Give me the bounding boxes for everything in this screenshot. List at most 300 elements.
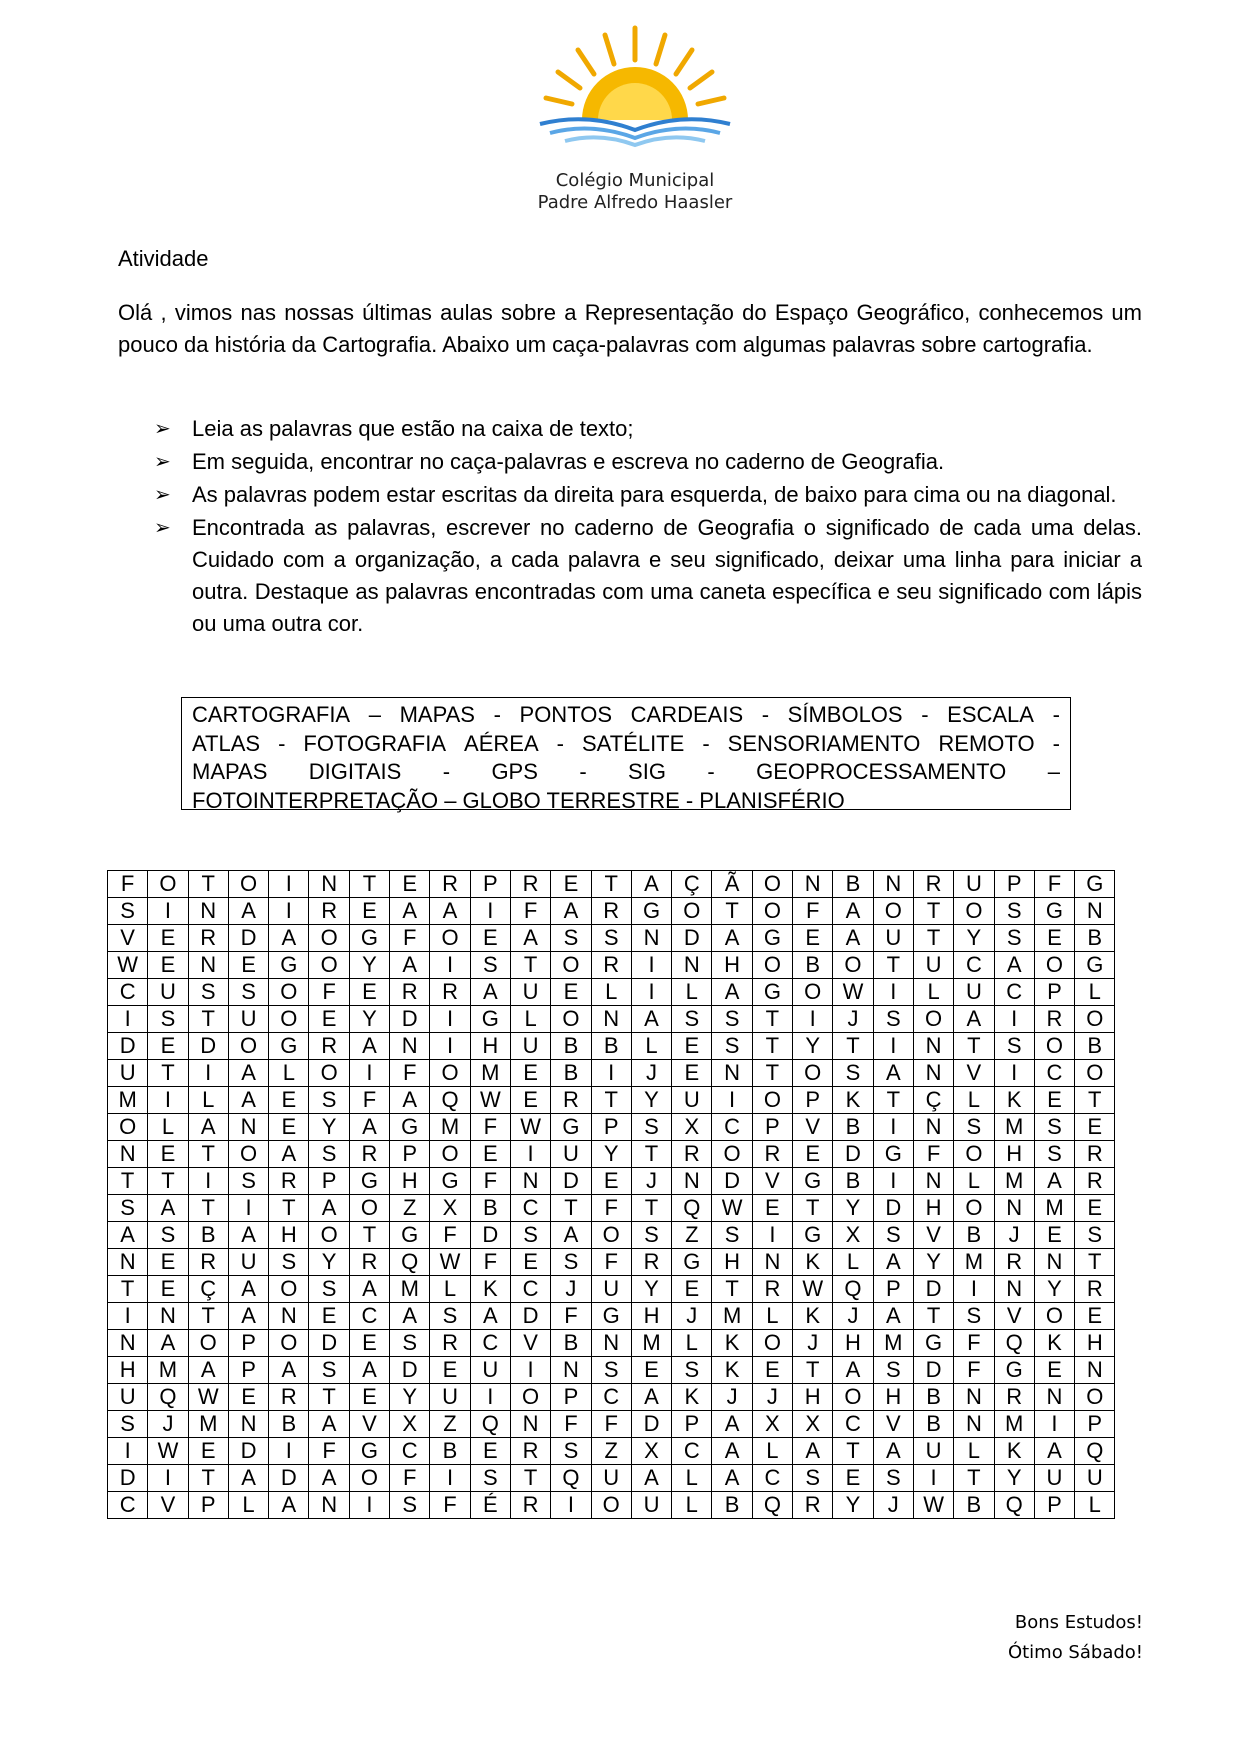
grid-cell[interactable]: E — [148, 1141, 188, 1168]
grid-cell[interactable]: A — [390, 1087, 430, 1114]
grid-cell[interactable]: B — [833, 1114, 873, 1141]
grid-cell[interactable]: S — [1034, 1114, 1074, 1141]
grid-cell[interactable]: H — [470, 1033, 510, 1060]
grid-cell[interactable]: Ç — [913, 1087, 953, 1114]
grid-cell[interactable]: H — [108, 1357, 148, 1384]
grid-cell[interactable]: N — [551, 1357, 591, 1384]
grid-cell[interactable]: E — [672, 1276, 712, 1303]
grid-cell[interactable]: N — [954, 1384, 994, 1411]
grid-cell[interactable]: R — [269, 1168, 309, 1195]
grid-cell[interactable]: D — [228, 925, 268, 952]
grid-cell[interactable]: Ç — [188, 1276, 228, 1303]
grid-cell[interactable]: V — [510, 1330, 550, 1357]
grid-cell[interactable]: S — [994, 925, 1034, 952]
grid-cell[interactable]: T — [752, 1006, 792, 1033]
grid-cell[interactable]: O — [269, 979, 309, 1006]
grid-cell[interactable]: O — [752, 1330, 792, 1357]
grid-cell[interactable]: E — [1075, 1303, 1115, 1330]
grid-cell[interactable]: M — [1034, 1195, 1074, 1222]
grid-cell[interactable]: G — [1075, 952, 1115, 979]
grid-cell[interactable]: I — [913, 1465, 953, 1492]
grid-cell[interactable]: O — [1075, 1060, 1115, 1087]
grid-cell[interactable]: R — [793, 1492, 833, 1519]
grid-cell[interactable]: U — [108, 1384, 148, 1411]
grid-cell[interactable]: A — [551, 898, 591, 925]
grid-cell[interactable]: R — [309, 898, 349, 925]
grid-cell[interactable]: G — [470, 1006, 510, 1033]
grid-cell[interactable]: H — [712, 1249, 752, 1276]
grid-cell[interactable]: F — [591, 1411, 631, 1438]
grid-cell[interactable]: Q — [994, 1330, 1034, 1357]
grid-cell[interactable]: T — [510, 1465, 550, 1492]
grid-cell[interactable]: P — [1034, 1492, 1074, 1519]
grid-cell[interactable]: F — [430, 1492, 470, 1519]
grid-cell[interactable]: B — [833, 1168, 873, 1195]
grid-cell[interactable]: N — [954, 1411, 994, 1438]
grid-cell[interactable]: M — [994, 1168, 1034, 1195]
grid-cell[interactable]: O — [833, 952, 873, 979]
grid-cell[interactable]: C — [994, 979, 1034, 1006]
grid-cell[interactable]: L — [752, 1303, 792, 1330]
grid-cell[interactable]: C — [712, 1114, 752, 1141]
grid-cell[interactable]: D — [913, 1357, 953, 1384]
grid-cell[interactable]: S — [954, 1303, 994, 1330]
grid-cell[interactable]: E — [591, 1168, 631, 1195]
grid-cell[interactable]: R — [430, 1330, 470, 1357]
grid-cell[interactable]: B — [269, 1411, 309, 1438]
grid-cell[interactable]: O — [269, 1276, 309, 1303]
grid-cell[interactable]: S — [309, 1087, 349, 1114]
grid-cell[interactable]: S — [873, 1006, 913, 1033]
grid-cell[interactable]: U — [1034, 1465, 1074, 1492]
grid-cell[interactable]: H — [269, 1222, 309, 1249]
grid-cell[interactable]: R — [349, 1141, 389, 1168]
grid-cell[interactable]: L — [672, 1330, 712, 1357]
grid-cell[interactable]: B — [954, 1222, 994, 1249]
grid-cell[interactable]: A — [954, 1006, 994, 1033]
grid-cell[interactable]: I — [752, 1222, 792, 1249]
grid-cell[interactable]: R — [430, 979, 470, 1006]
grid-cell[interactable]: T — [833, 1438, 873, 1465]
grid-cell[interactable]: M — [873, 1330, 913, 1357]
grid-cell[interactable]: O — [1075, 1006, 1115, 1033]
grid-cell[interactable]: F — [954, 1357, 994, 1384]
grid-cell[interactable]: Y — [833, 1195, 873, 1222]
grid-cell[interactable]: Q — [672, 1195, 712, 1222]
grid-cell[interactable]: O — [269, 1006, 309, 1033]
grid-cell[interactable]: L — [954, 1438, 994, 1465]
grid-cell[interactable]: K — [793, 1303, 833, 1330]
grid-cell[interactable]: N — [712, 1060, 752, 1087]
grid-cell[interactable]: Y — [954, 925, 994, 952]
grid-cell[interactable]: H — [994, 1141, 1034, 1168]
grid-cell[interactable]: G — [873, 1141, 913, 1168]
grid-cell[interactable]: N — [793, 871, 833, 898]
grid-cell[interactable]: B — [913, 1411, 953, 1438]
grid-cell[interactable]: O — [188, 1330, 228, 1357]
grid-cell[interactable]: A — [631, 871, 671, 898]
grid-cell[interactable]: E — [349, 979, 389, 1006]
grid-cell[interactable]: A — [833, 898, 873, 925]
grid-cell[interactable]: P — [1034, 979, 1074, 1006]
grid-cell[interactable]: M — [994, 1114, 1034, 1141]
grid-cell[interactable]: A — [108, 1222, 148, 1249]
grid-cell[interactable]: O — [309, 925, 349, 952]
grid-cell[interactable]: F — [551, 1411, 591, 1438]
grid-cell[interactable]: O — [228, 871, 268, 898]
grid-cell[interactable]: G — [349, 1438, 389, 1465]
grid-cell[interactable]: A — [873, 1249, 913, 1276]
grid-cell[interactable]: S — [1075, 1222, 1115, 1249]
grid-cell[interactable]: L — [672, 979, 712, 1006]
grid-cell[interactable]: I — [631, 952, 671, 979]
grid-cell[interactable]: T — [913, 898, 953, 925]
grid-cell[interactable]: R — [631, 1249, 671, 1276]
grid-cell[interactable]: O — [309, 952, 349, 979]
grid-cell[interactable]: F — [108, 871, 148, 898]
grid-cell[interactable]: I — [631, 979, 671, 1006]
grid-cell[interactable]: S — [793, 1465, 833, 1492]
grid-cell[interactable]: U — [510, 979, 550, 1006]
grid-cell[interactable]: U — [1075, 1465, 1115, 1492]
grid-cell[interactable]: A — [793, 1438, 833, 1465]
grid-cell[interactable]: S — [712, 1006, 752, 1033]
grid-cell[interactable]: X — [672, 1114, 712, 1141]
grid-cell[interactable]: Q — [994, 1492, 1034, 1519]
grid-cell[interactable]: D — [833, 1141, 873, 1168]
grid-cell[interactable]: D — [108, 1033, 148, 1060]
grid-cell[interactable]: K — [712, 1357, 752, 1384]
grid-cell[interactable]: N — [228, 1114, 268, 1141]
grid-cell[interactable]: I — [349, 1060, 389, 1087]
grid-cell[interactable]: N — [510, 1168, 550, 1195]
grid-cell[interactable]: M — [148, 1357, 188, 1384]
grid-cell[interactable]: O — [793, 1060, 833, 1087]
grid-cell[interactable]: P — [470, 871, 510, 898]
grid-cell[interactable]: T — [551, 1195, 591, 1222]
grid-cell[interactable]: N — [1034, 1384, 1074, 1411]
grid-cell[interactable]: O — [269, 1330, 309, 1357]
grid-cell[interactable]: A — [188, 1357, 228, 1384]
grid-cell[interactable]: A — [712, 1438, 752, 1465]
grid-cell[interactable]: Y — [913, 1249, 953, 1276]
grid-cell[interactable]: R — [188, 925, 228, 952]
grid-cell[interactable]: C — [672, 1438, 712, 1465]
grid-cell[interactable]: A — [470, 979, 510, 1006]
grid-cell[interactable]: E — [148, 952, 188, 979]
grid-cell[interactable]: Ã — [712, 871, 752, 898]
grid-cell[interactable]: J — [148, 1411, 188, 1438]
grid-cell[interactable]: Q — [1075, 1438, 1115, 1465]
grid-cell[interactable]: F — [954, 1330, 994, 1357]
grid-cell[interactable]: D — [510, 1303, 550, 1330]
grid-cell[interactable]: P — [873, 1276, 913, 1303]
grid-cell[interactable]: S — [309, 1141, 349, 1168]
grid-cell[interactable]: W — [510, 1114, 550, 1141]
grid-cell[interactable]: T — [188, 871, 228, 898]
grid-cell[interactable]: J — [833, 1006, 873, 1033]
grid-cell[interactable]: I — [269, 871, 309, 898]
grid-cell[interactable]: B — [591, 1033, 631, 1060]
grid-cell[interactable]: R — [994, 1249, 1034, 1276]
grid-cell[interactable]: N — [672, 1168, 712, 1195]
grid-cell[interactable]: B — [954, 1492, 994, 1519]
grid-cell[interactable]: W — [108, 952, 148, 979]
grid-cell[interactable]: D — [228, 1438, 268, 1465]
grid-cell[interactable]: U — [551, 1141, 591, 1168]
grid-cell[interactable]: Y — [833, 1492, 873, 1519]
grid-cell[interactable]: S — [551, 1249, 591, 1276]
grid-cell[interactable]: J — [873, 1492, 913, 1519]
grid-cell[interactable]: J — [833, 1303, 873, 1330]
grid-cell[interactable]: S — [148, 1222, 188, 1249]
grid-cell[interactable]: O — [1034, 1033, 1074, 1060]
grid-cell[interactable]: L — [1075, 979, 1115, 1006]
grid-cell[interactable]: Y — [1034, 1276, 1074, 1303]
grid-cell[interactable]: S — [108, 1195, 148, 1222]
grid-cell[interactable]: O — [349, 1195, 389, 1222]
grid-cell[interactable]: A — [833, 925, 873, 952]
grid-cell[interactable]: B — [551, 1330, 591, 1357]
grid-cell[interactable]: G — [551, 1114, 591, 1141]
grid-cell[interactable]: D — [873, 1195, 913, 1222]
grid-cell[interactable]: U — [913, 952, 953, 979]
grid-cell[interactable]: N — [510, 1411, 550, 1438]
grid-cell[interactable]: U — [591, 1465, 631, 1492]
grid-cell[interactable]: O — [108, 1114, 148, 1141]
grid-cell[interactable]: O — [752, 952, 792, 979]
grid-cell[interactable]: R — [309, 1033, 349, 1060]
grid-cell[interactable]: G — [349, 1168, 389, 1195]
grid-cell[interactable]: B — [551, 1033, 591, 1060]
grid-cell[interactable]: D — [108, 1465, 148, 1492]
grid-cell[interactable]: V — [873, 1411, 913, 1438]
grid-cell[interactable]: Y — [631, 1087, 671, 1114]
grid-cell[interactable]: U — [510, 1033, 550, 1060]
grid-cell[interactable]: N — [228, 1411, 268, 1438]
grid-cell[interactable]: P — [228, 1357, 268, 1384]
grid-cell[interactable]: C — [390, 1438, 430, 1465]
grid-cell[interactable]: F — [309, 1438, 349, 1465]
grid-cell[interactable]: G — [1075, 871, 1115, 898]
grid-cell[interactable]: I — [470, 898, 510, 925]
grid-cell[interactable]: T — [913, 925, 953, 952]
grid-cell[interactable]: V — [752, 1168, 792, 1195]
grid-cell[interactable]: U — [631, 1492, 671, 1519]
grid-cell[interactable]: N — [108, 1249, 148, 1276]
grid-cell[interactable]: G — [793, 1222, 833, 1249]
grid-cell[interactable]: G — [631, 898, 671, 925]
grid-cell[interactable]: G — [269, 952, 309, 979]
grid-cell[interactable]: R — [188, 1249, 228, 1276]
grid-cell[interactable]: I — [470, 1384, 510, 1411]
grid-cell[interactable]: T — [188, 1465, 228, 1492]
grid-cell[interactable]: O — [833, 1384, 873, 1411]
grid-cell[interactable]: I — [591, 1060, 631, 1087]
grid-cell[interactable]: Q — [430, 1087, 470, 1114]
grid-cell[interactable]: W — [188, 1384, 228, 1411]
grid-cell[interactable]: S — [470, 1465, 510, 1492]
grid-cell[interactable]: E — [1034, 925, 1074, 952]
grid-cell[interactable]: R — [1034, 1006, 1074, 1033]
grid-cell[interactable]: E — [309, 1303, 349, 1330]
grid-cell[interactable]: N — [108, 1330, 148, 1357]
grid-cell[interactable]: S — [591, 1357, 631, 1384]
grid-cell[interactable]: F — [349, 1087, 389, 1114]
grid-cell[interactable]: W — [148, 1438, 188, 1465]
grid-cell[interactable]: U — [148, 979, 188, 1006]
grid-cell[interactable]: S — [188, 979, 228, 1006]
grid-cell[interactable]: E — [752, 1195, 792, 1222]
grid-cell[interactable]: L — [631, 1033, 671, 1060]
grid-cell[interactable]: F — [390, 925, 430, 952]
grid-cell[interactable]: A — [551, 1222, 591, 1249]
grid-cell[interactable]: C — [349, 1303, 389, 1330]
grid-cell[interactable]: E — [1075, 1195, 1115, 1222]
grid-cell[interactable]: A — [873, 1438, 913, 1465]
grid-cell[interactable]: R — [430, 871, 470, 898]
grid-cell[interactable]: O — [712, 1141, 752, 1168]
grid-cell[interactable]: A — [349, 1357, 389, 1384]
grid-cell[interactable]: P — [188, 1492, 228, 1519]
grid-cell[interactable]: Y — [631, 1276, 671, 1303]
grid-cell[interactable]: V — [349, 1411, 389, 1438]
grid-cell[interactable]: B — [551, 1060, 591, 1087]
grid-cell[interactable]: N — [994, 1195, 1034, 1222]
grid-cell[interactable]: E — [269, 1087, 309, 1114]
grid-cell[interactable]: V — [148, 1492, 188, 1519]
grid-cell[interactable]: N — [148, 1303, 188, 1330]
grid-cell[interactable]: E — [551, 979, 591, 1006]
grid-cell[interactable]: U — [954, 871, 994, 898]
grid-cell[interactable]: X — [390, 1411, 430, 1438]
grid-cell[interactable]: R — [1075, 1168, 1115, 1195]
grid-cell[interactable]: S — [551, 925, 591, 952]
grid-cell[interactable]: E — [510, 1060, 550, 1087]
grid-cell[interactable]: M — [108, 1087, 148, 1114]
grid-cell[interactable]: W — [712, 1195, 752, 1222]
grid-cell[interactable]: A — [631, 1006, 671, 1033]
grid-cell[interactable]: H — [631, 1303, 671, 1330]
grid-cell[interactable]: A — [349, 1033, 389, 1060]
grid-cell[interactable]: J — [793, 1330, 833, 1357]
grid-cell[interactable]: A — [228, 1303, 268, 1330]
grid-cell[interactable]: S — [228, 1168, 268, 1195]
grid-cell[interactable]: S — [228, 979, 268, 1006]
grid-cell[interactable]: X — [430, 1195, 470, 1222]
grid-cell[interactable]: P — [994, 871, 1034, 898]
grid-cell[interactable]: R — [269, 1384, 309, 1411]
grid-cell[interactable]: B — [430, 1438, 470, 1465]
grid-cell[interactable]: V — [954, 1060, 994, 1087]
grid-cell[interactable]: F — [309, 979, 349, 1006]
grid-cell[interactable]: C — [108, 979, 148, 1006]
grid-cell[interactable]: C — [470, 1330, 510, 1357]
grid-cell[interactable]: F — [390, 1465, 430, 1492]
grid-cell[interactable]: T — [631, 1195, 671, 1222]
grid-cell[interactable]: E — [349, 1384, 389, 1411]
grid-cell[interactable]: M — [188, 1411, 228, 1438]
grid-cell[interactable]: I — [551, 1492, 591, 1519]
grid-cell[interactable]: I — [430, 1033, 470, 1060]
grid-cell[interactable]: E — [430, 1357, 470, 1384]
grid-cell[interactable]: D — [269, 1465, 309, 1492]
grid-cell[interactable]: T — [1075, 1249, 1115, 1276]
grid-cell[interactable]: E — [672, 1033, 712, 1060]
grid-cell[interactable]: O — [954, 1195, 994, 1222]
grid-cell[interactable]: W — [470, 1087, 510, 1114]
grid-cell[interactable]: G — [994, 1357, 1034, 1384]
grid-cell[interactable]: U — [470, 1357, 510, 1384]
grid-cell[interactable]: L — [1075, 1492, 1115, 1519]
grid-cell[interactable]: N — [994, 1276, 1034, 1303]
grid-cell[interactable]: Y — [390, 1384, 430, 1411]
grid-cell[interactable]: I — [994, 1060, 1034, 1087]
grid-cell[interactable]: I — [510, 1357, 550, 1384]
grid-cell[interactable]: P — [672, 1411, 712, 1438]
grid-cell[interactable]: Y — [994, 1465, 1034, 1492]
grid-cell[interactable]: G — [1034, 898, 1074, 925]
grid-cell[interactable]: I — [108, 1006, 148, 1033]
grid-cell[interactable]: G — [793, 1168, 833, 1195]
grid-cell[interactable]: L — [954, 1168, 994, 1195]
grid-cell[interactable]: S — [712, 1222, 752, 1249]
grid-cell[interactable]: A — [228, 898, 268, 925]
grid-cell[interactable]: D — [712, 1168, 752, 1195]
grid-cell[interactable]: A — [833, 1357, 873, 1384]
grid-cell[interactable]: S — [390, 1492, 430, 1519]
grid-cell[interactable]: I — [148, 898, 188, 925]
grid-cell[interactable]: Y — [309, 1249, 349, 1276]
grid-cell[interactable]: R — [1075, 1141, 1115, 1168]
grid-cell[interactable]: S — [108, 1411, 148, 1438]
grid-cell[interactable]: A — [430, 898, 470, 925]
grid-cell[interactable]: Z — [591, 1438, 631, 1465]
grid-cell[interactable]: A — [349, 1114, 389, 1141]
grid-cell[interactable]: A — [269, 925, 309, 952]
grid-cell[interactable]: G — [672, 1249, 712, 1276]
grid-cell[interactable]: T — [954, 1465, 994, 1492]
grid-cell[interactable]: J — [752, 1384, 792, 1411]
grid-cell[interactable]: O — [551, 952, 591, 979]
grid-cell[interactable]: S — [510, 1222, 550, 1249]
grid-cell[interactable]: A — [309, 1195, 349, 1222]
grid-cell[interactable]: C — [510, 1276, 550, 1303]
grid-cell[interactable]: K — [793, 1249, 833, 1276]
grid-cell[interactable]: D — [309, 1330, 349, 1357]
grid-cell[interactable]: E — [551, 871, 591, 898]
grid-cell[interactable]: E — [188, 1438, 228, 1465]
grid-cell[interactable]: X — [752, 1411, 792, 1438]
grid-cell[interactable]: S — [269, 1249, 309, 1276]
grid-cell[interactable]: N — [108, 1141, 148, 1168]
grid-cell[interactable]: G — [752, 979, 792, 1006]
grid-cell[interactable]: A — [510, 925, 550, 952]
grid-cell[interactable]: J — [551, 1276, 591, 1303]
grid-cell[interactable]: E — [148, 1033, 188, 1060]
grid-cell[interactable]: F — [470, 1168, 510, 1195]
grid-cell[interactable]: A — [390, 1303, 430, 1330]
grid-cell[interactable]: R — [913, 871, 953, 898]
grid-cell[interactable]: E — [1034, 1087, 1074, 1114]
grid-cell[interactable]: I — [228, 1195, 268, 1222]
grid-cell[interactable]: N — [631, 925, 671, 952]
grid-cell[interactable]: N — [913, 1060, 953, 1087]
grid-cell[interactable]: S — [631, 1114, 671, 1141]
grid-cell[interactable]: A — [228, 1060, 268, 1087]
grid-cell[interactable]: H — [1075, 1330, 1115, 1357]
grid-cell[interactable]: L — [672, 1492, 712, 1519]
